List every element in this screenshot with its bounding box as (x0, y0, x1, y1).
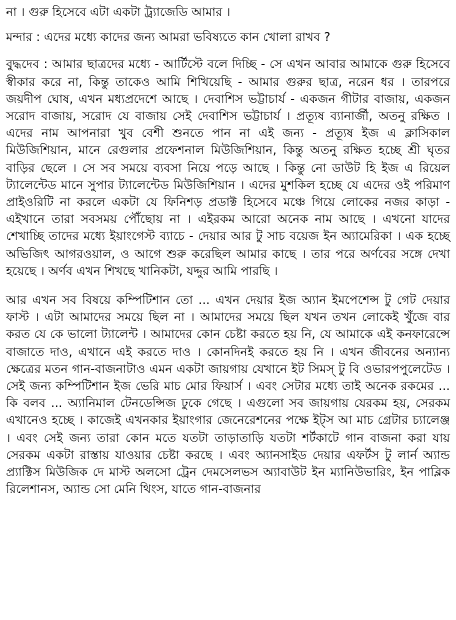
paragraph-4: আর এখন সব বিষয়ে কম্পিটিশান তো ... এখন দেয়ার ইজ অ্যান ইমপেশেন্স টু গেট দেয়ার ফাস্ট । এটা আমাদের সময়ে ছিল না । আমাদের সময়ে ছিল যখন তখন লোকেই খুঁজে বার করত যে কে ভালো ট্যালেন্ট । আমাদের কোন চেষ্টা করতে হয় নি, যে আমাকে এই কনফারেন্সে বাজাতে দাও, এখানে এই করতে দাও । কোনদিনই করতে হয় নি । এখন জীবনের অন্যান্য ক্ষেত্রের মতন গান-বাজনাটাও এমন একটা জায়গায় যেখানে ইট সিমস্ টু বি ওভারপপুলেটেড । সেই জন্য কম্পিটিশান ইজ ভেরি মাচ মোর ফিয়ার্স । এবং সেটার মধ্যে তাই অনেক রকমের ... কি বলব ... অ্যানিমাল টেনডেন্সিজ ঢুকে গেছে । এগুলো সব জায়গায় যেরকম হয়, সেরকম এখানেও হচ্ছে । কাজেই এখনকার ইয়াংগার জেনেরেশনের পক্ষে ইট্স আ মাচ গ্রেটার চ্যালেঞ্জ । এবং সেই জন্য তারা কোন মতে যতটা তাড়াতাড়ি যতটা শর্টকাটে গান বাজনা করা যায় সেরকম একটা রাস্তায় যাওয়ার চেষ্টা করছে । এবং অ্যানসাইড দেয়ার এফর্টস টু লার্ন অ্যান্ড প্র্যাক্টিস মিউজিক দে মাস্ট অলসো ট্রেন দেমসেলভস অ্যাবাউট ইন ম্যানিউভারিং, ইন পাব্লিক রিলেশানস, অ্যান্ড সো মেনি থিংস, যাতে গান-বাজনার (6, 293, 450, 497)
paragraph-gap (6, 280, 450, 292)
paragraph-2: মন্দার : এদের মধ্যে কাদের জন্য আমরা ভবিষ্যতে কান খোলা রাখব ? (6, 30, 331, 45)
paragraph-gap (6, 21, 450, 29)
paragraph-1: না । গুরু হিসেবে এটা একটা ট্র্যাজেডি আমার । (6, 5, 231, 19)
paragraph-gap (6, 46, 450, 56)
paragraph-3: বুদ্ধদেব : আমার ছাত্রদের মধ্যে - আর্টিস্টে বলে দিচ্ছি - সে এখন আবার আমাকে গুরু হিসেবে স্বীকার করে না, কিন্তু তাকেও আমি শিখিয়েছি - আমার গুরুর ছাত্র, নরেন ধর । তারপরে জয়দীপ ঘোষ, এখন মধ্যপ্রদেশে আছে । দেবাশিস ভট্টাচার্য - একজন গীটার বাজায়, একজন সরোদ বাজায়, সরোদ যে বাজায় সেই দেবাশিস ভট্টাচার্য । প্রত্যূষ ব্যানার্জী, অতনু রক্ষিত । এদের নাম আপনারা খুব বেশী শুনতে পান না এই জন্য - প্রত্যূষ ইজ এ ক্লাসিকাল মিউজিশিয়ান, মানে রেগুলার প্রফেশনাল মিউজিশিয়ান, কিন্তু অতনু রক্ষিত হচ্ছে শ্রী ঘৃতর বাড়ির ছেলে । সে সব সময়ে ব্যবসা নিয়ে পড়ে আছে । কিন্তু নো ডাউট হি ইজ এ রিয়েল ট্যালেন্টেড মানে সুপার ট্যালেন্টেড মিউজিশিয়ান । এদের মুশকিল হচ্ছে যে এদের ওই পরিমাণ প্রাইওরিটি না করলে একটা যে ফিনিশড় প্রডাক্ট হিসেবে মঞ্চে গিয়ে লোকের নজর কাড়া - এইখানে তারা সবসময় পৌঁছোয় না । এইরকম আরো অনেক নাম আছে । এখনো যাদের শেখাচ্ছি তাদের মধ্যে ইয়াংগেস্ট ব্যাচে - দেয়ার আর টু সাচ বয়েজ ইন অ্যামেরিকা । এক হচ্ছে অভিজিৎ আগরওয়াল, ও আগে শুরু করেছিল আমার কাছে । তার পরে অর্ণবের সঙ্গে দেখা হয়েছে । অর্ণব এখন শিখছে খানিকটা, যদ্দুর আমি পারছি । (6, 57, 450, 278)
